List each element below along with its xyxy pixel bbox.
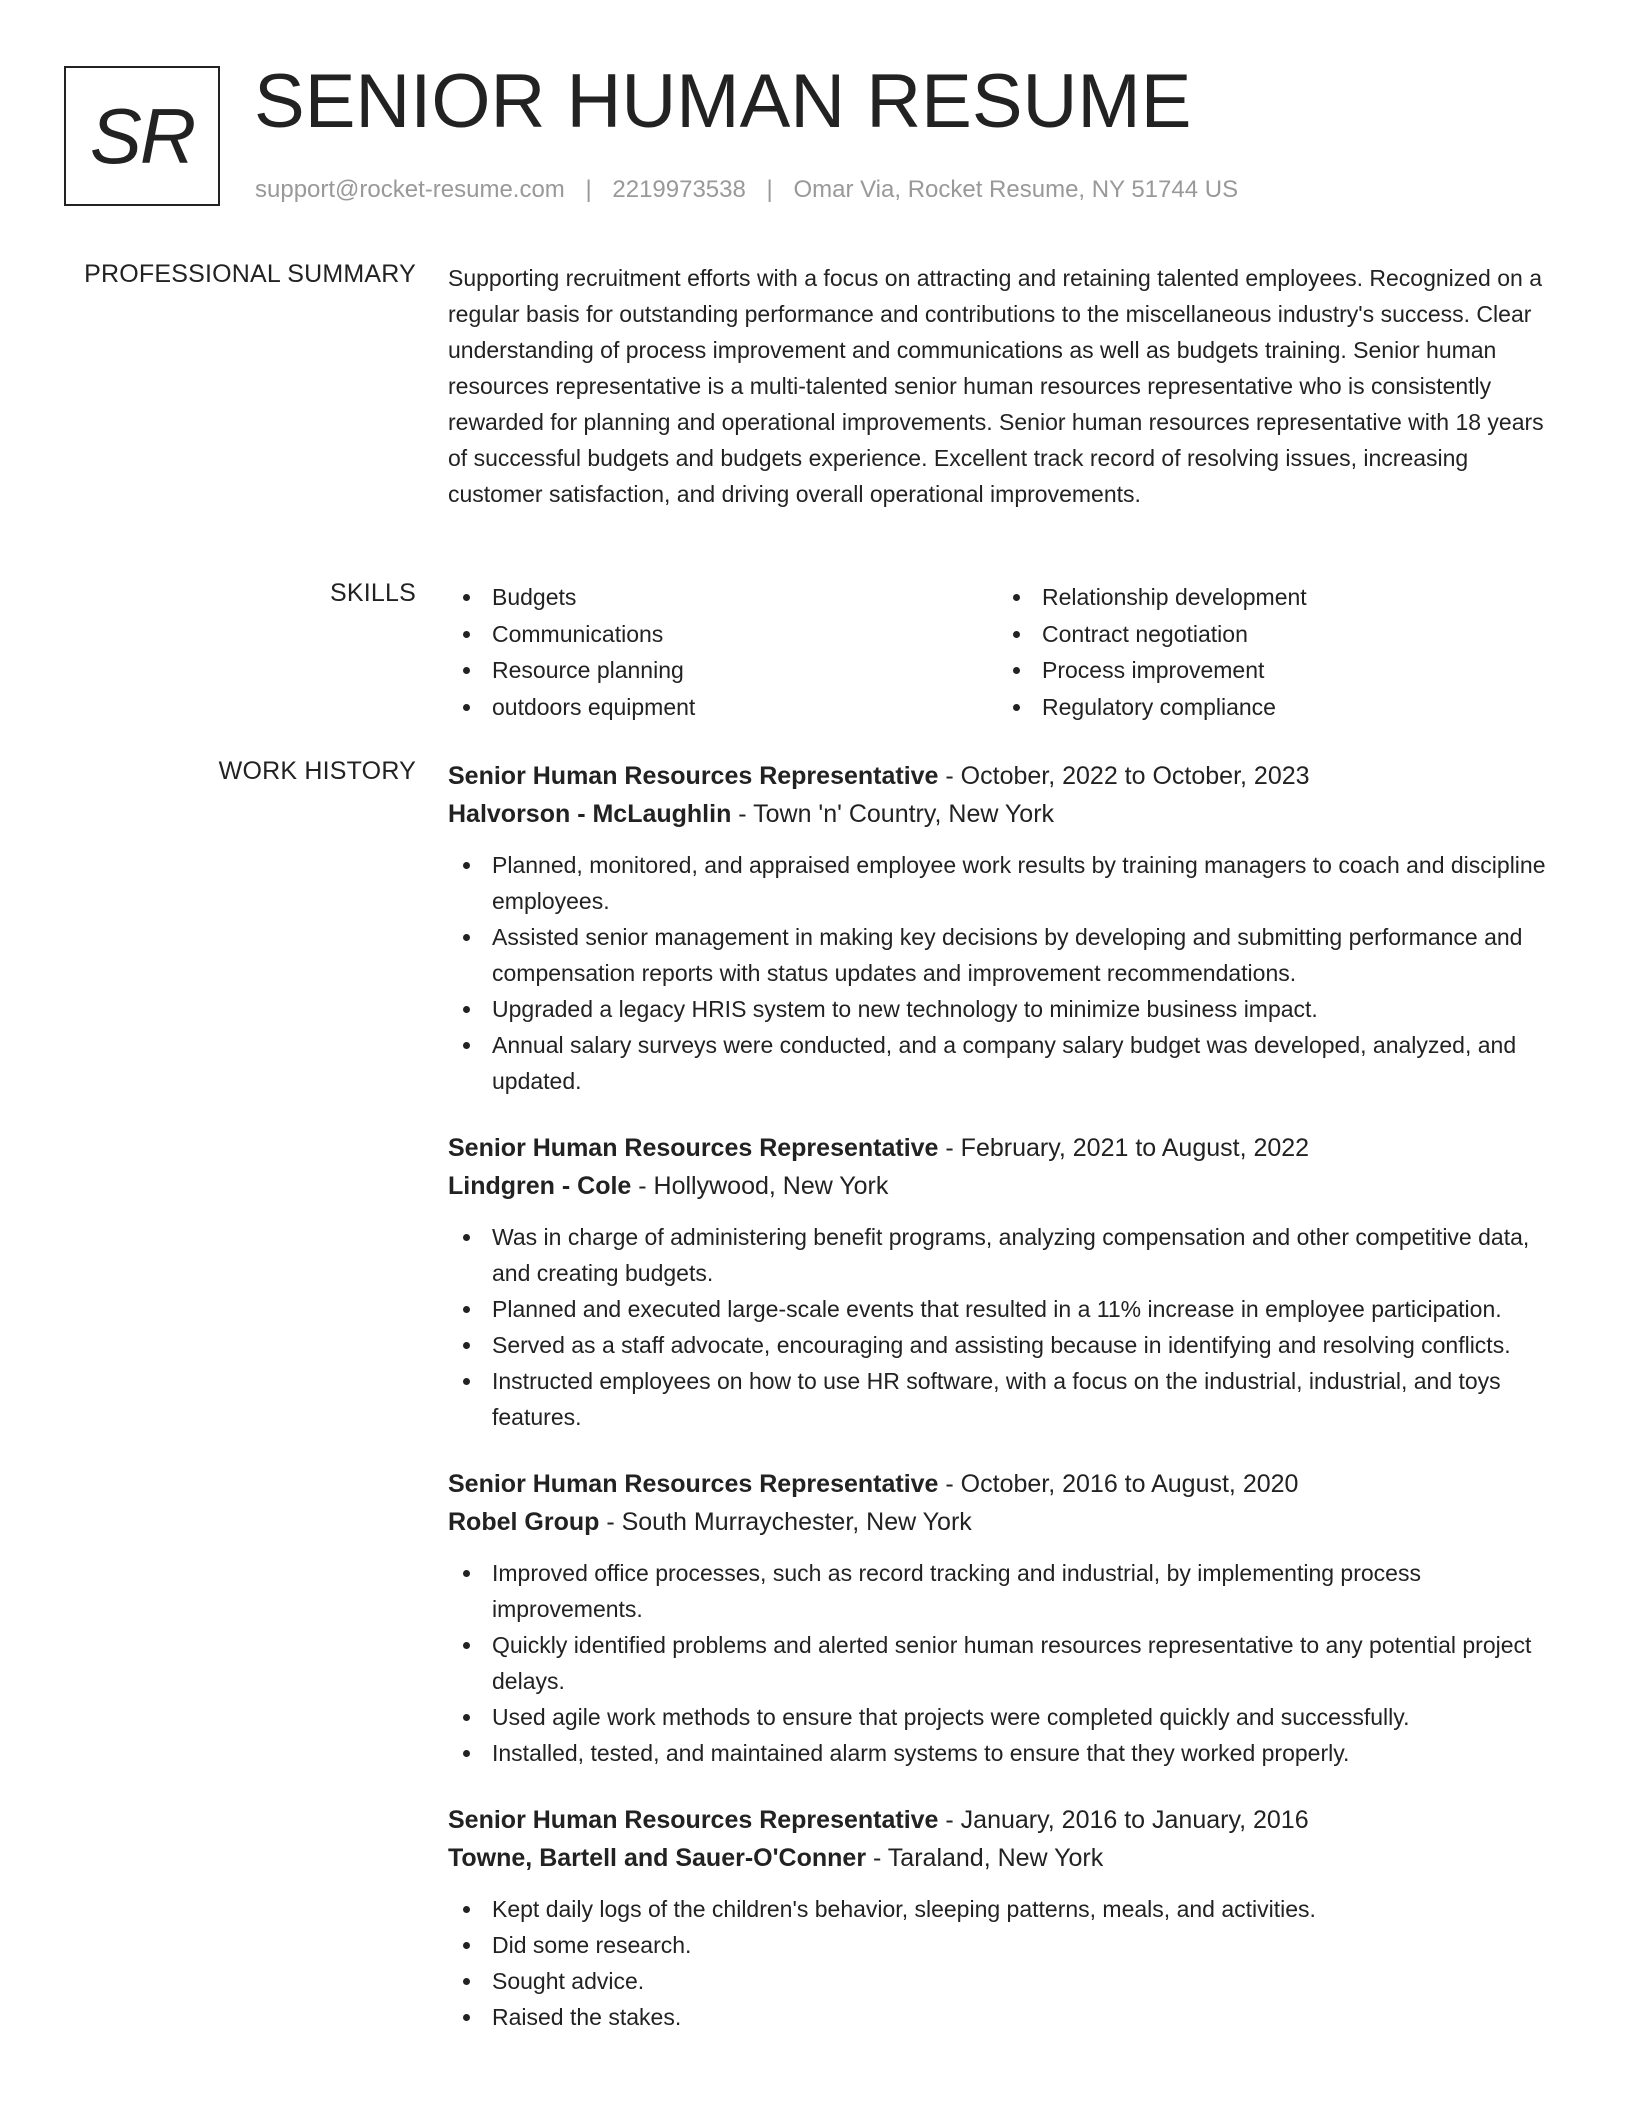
job-company-line [448, 1839, 1563, 1877]
job-bullet: Improved office processes, such as record tracking and industrial, by implementing process improvements. [448, 1555, 1563, 1627]
job-bullet: Raised the stakes. [448, 1999, 1563, 2035]
skill-item: Communications [448, 616, 998, 653]
job-bullet: Quickly identified problems and alerted senior human resources representative to any potential project delays. [448, 1627, 1563, 1699]
job-bullet: Installed, tested, and maintained alarm systems to ensure that they worked properly. [448, 1735, 1563, 1771]
job-company-line [448, 1167, 1563, 1205]
job-company-line [448, 795, 1563, 833]
job-company: Robel Group [448, 1508, 600, 1536]
job-company: Towne, Bartell and Sauer-O'Conner [448, 1844, 867, 1872]
job-bullet: Used agile work methods to ensure that projects were completed quickly and successfully. [448, 1699, 1563, 1735]
skills-column-left [448, 579, 998, 725]
contact-email[interactable]: support@rocket-resume.com [255, 176, 565, 203]
skills-body [448, 579, 1563, 725]
job-title-line [448, 1801, 1563, 1839]
job-dates: - February, 2021 to August, 2022 [938, 1134, 1310, 1162]
skill-item: Resource planning [448, 652, 998, 689]
summary-text: Supporting recruitment efforts with a focus on attracting and retaining talented employees. Recognized on a regular basis for outstanding performance and contributions to the miscellaneous industry's success. Clear understanding of process improvement and communications as well as budgets training. Senior human resources representative is a multi-talented senior human resources representative who is consistently rewarded for planning and operational improvements. Senior human resources representative with 18 years of successful budgets and budgets experience. Excellent track record of resolving issues, increasing customer satisfaction, and driving overall operational improvements. [448, 265, 1544, 507]
skill-item: Contract negotiation [998, 616, 1548, 653]
job-bullets [448, 1891, 1563, 2035]
job-bullet: Kept daily logs of the children's behavior, sleeping patterns, meals, and activities. [448, 1891, 1563, 1927]
job-entry [448, 1801, 1563, 2035]
job-dates: - October, 2016 to August, 2020 [938, 1470, 1299, 1498]
monogram-logo: SR [64, 66, 220, 206]
job-location: - South Murraychester, New York [599, 1508, 972, 1536]
job-location: - Hollywood, New York [631, 1172, 889, 1200]
job-dates: - October, 2022 to October, 2023 [938, 762, 1310, 790]
job-title: Senior Human Resources Representative [448, 1470, 939, 1498]
contact-separator: | [766, 176, 773, 203]
work-history-heading: WORK HISTORY [218, 757, 416, 785]
skills-column-right [998, 579, 1548, 725]
job-title-line [448, 1129, 1563, 1167]
contact-separator: | [585, 176, 592, 203]
job-bullet: Planned and executed large-scale events that resulted in a 11% increase in employee participation. [448, 1291, 1563, 1327]
job-bullet: Assisted senior management in making key decisions by developing and submitting performance and compensation reports with status updates and improvement recommendations. [448, 919, 1563, 991]
job-company: Lindgren - Cole [448, 1172, 632, 1200]
skills-heading: SKILLS [330, 579, 416, 607]
job-location: - Taraland, New York [866, 1844, 1104, 1872]
job-title: Senior Human Resources Representative [448, 762, 939, 790]
skill-item: Relationship development [998, 579, 1548, 616]
job-company: Halvorson - McLaughlin [448, 800, 732, 828]
summary-heading: PROFESSIONAL SUMMARY [84, 260, 416, 288]
job-location: - Town 'n' Country, New York [731, 800, 1055, 828]
job-entry [448, 1129, 1563, 1435]
contact-address: Omar Via, Rocket Resume, NY 51744 US [793, 176, 1239, 203]
job-bullets [448, 1555, 1563, 1771]
skill-item: outdoors equipment [448, 689, 998, 726]
job-entry [448, 757, 1563, 1099]
job-bullet: Served as a staff advocate, encouraging and assisting because in identifying and resolving conflicts. [448, 1327, 1563, 1363]
job-bullet: Annual salary surveys were conducted, and a company salary budget was developed, analyzed, and updated. [448, 1027, 1563, 1099]
job-bullet: Upgraded a legacy HRIS system to new technology to minimize business impact. [448, 991, 1563, 1027]
contact-phone[interactable]: 2219973538 [612, 176, 746, 203]
work-history-body [448, 757, 1563, 2035]
job-bullet: Was in charge of administering benefit programs, analyzing compensation and other competitive data, and creating budgets. [448, 1219, 1563, 1291]
job-company-line [448, 1503, 1563, 1541]
skill-item: Regulatory compliance [998, 689, 1548, 726]
job-bullets [448, 1219, 1563, 1435]
job-title: Senior Human Resources Representative [448, 1134, 939, 1162]
job-title: Senior Human Resources Representative [448, 1806, 939, 1834]
job-entry [448, 1465, 1563, 1771]
job-bullet: Planned, monitored, and appraised employee work results by training managers to coach and discipline employees. [448, 847, 1563, 919]
job-dates: - January, 2016 to January, 2016 [938, 1806, 1309, 1834]
job-title-line [448, 1465, 1563, 1503]
contact-line [255, 176, 1238, 204]
resume-name: SENIOR HUMAN RESUME [254, 59, 1192, 144]
skill-item: Budgets [448, 579, 998, 616]
job-bullet: Did some research. [448, 1927, 1563, 1963]
job-title-line [448, 757, 1563, 795]
skill-item: Process improvement [998, 652, 1548, 689]
job-bullets [448, 847, 1563, 1099]
job-bullet: Instructed employees on how to use HR software, with a focus on the industrial, industrial, and toys features. [448, 1363, 1563, 1435]
job-bullet: Sought advice. [448, 1963, 1563, 1999]
